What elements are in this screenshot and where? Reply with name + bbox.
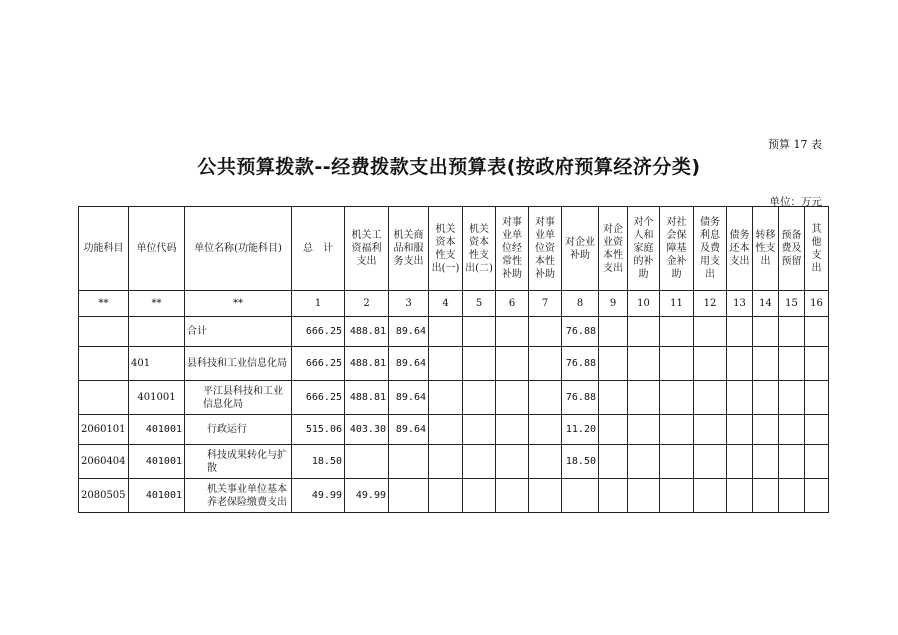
- table-row: [79, 347, 829, 381]
- col-unit-name: 单位名称(功能科目): [185, 207, 292, 291]
- cell-empty: [496, 381, 529, 415]
- cell-code: 401001: [129, 415, 185, 445]
- col-func-code: 功能科目: [79, 207, 129, 291]
- col-number: 12: [694, 291, 727, 317]
- cell-empty: [496, 347, 529, 381]
- cell-name: 行政运行: [185, 415, 292, 445]
- cell-empty: [529, 317, 562, 347]
- cell-c1: [345, 445, 389, 479]
- cell-empty: [727, 479, 753, 513]
- cell-total: 666.25: [292, 317, 345, 347]
- budget-table: [78, 206, 829, 513]
- col-number: 3: [389, 291, 429, 317]
- col-total: 总 计: [292, 207, 345, 291]
- col-c7: 对企业补助: [562, 207, 599, 291]
- cell-empty: [429, 381, 463, 415]
- cell-c2: [389, 479, 429, 513]
- cell-c2: 89.64: [389, 415, 429, 445]
- cell-empty: [628, 317, 660, 347]
- cell-empty: [753, 381, 779, 415]
- cell-empty: [529, 347, 562, 381]
- cell-empty: [529, 381, 562, 415]
- col-number: 5: [463, 291, 496, 317]
- cell-total: 666.25: [292, 347, 345, 381]
- cell-empty: [660, 415, 694, 445]
- col-number: 7: [529, 291, 562, 317]
- col-number: 1: [292, 291, 345, 317]
- cell-func: [79, 381, 129, 415]
- col-number: 11: [660, 291, 694, 317]
- col-number: 13: [727, 291, 753, 317]
- table-row: [79, 479, 829, 513]
- cell-func: [79, 317, 129, 347]
- cell-code: 401001: [129, 479, 185, 513]
- cell-empty: [805, 445, 829, 479]
- cell-empty: [805, 479, 829, 513]
- cell-name: 机关事业单位基本养老保险缴费支出: [185, 479, 292, 513]
- cell-empty: [628, 381, 660, 415]
- col-c15: 其他支出: [805, 207, 829, 291]
- cell-c7: 76.88: [562, 317, 599, 347]
- col-c9: 对个人和家庭的补助: [628, 207, 660, 291]
- col-c13: 转移性支出: [753, 207, 779, 291]
- cell-empty: [463, 445, 496, 479]
- cell-empty: [529, 415, 562, 445]
- cell-empty: [529, 479, 562, 513]
- cell-empty: [463, 415, 496, 445]
- cell-func: [79, 347, 129, 381]
- cell-empty: [496, 317, 529, 347]
- cell-name: 科技成果转化与扩散: [185, 445, 292, 479]
- col-c11: 债务利息及费用支出: [694, 207, 727, 291]
- cell-empty: [496, 445, 529, 479]
- cell-code: 401: [129, 347, 185, 381]
- col-number: 8: [562, 291, 599, 317]
- cell-empty: [694, 347, 727, 381]
- col-c4: 机关资本性支出(二): [463, 207, 496, 291]
- cell-empty: [429, 415, 463, 445]
- unit-label: 单位：万元: [769, 196, 822, 208]
- cell-empty: [727, 381, 753, 415]
- cell-empty: [753, 479, 779, 513]
- cell-empty: [727, 445, 753, 479]
- cell-code: 401001: [129, 445, 185, 479]
- cell-func: 2080505: [79, 479, 129, 513]
- page-title: 公共预算拨款--经费拨款支出预算表(按政府预算经济分类): [197, 156, 701, 178]
- cell-empty: [529, 445, 562, 479]
- cell-total: 18.50: [292, 445, 345, 479]
- cell-c7: 18.50: [562, 445, 599, 479]
- col-c8: 对企业资本性支出: [599, 207, 628, 291]
- cell-empty: [660, 347, 694, 381]
- cell-c1: 488.81: [345, 381, 389, 415]
- cell-code: [129, 317, 185, 347]
- cell-empty: [779, 347, 805, 381]
- col-number: 15: [779, 291, 805, 317]
- cell-c7: [562, 479, 599, 513]
- cell-empty: [694, 415, 727, 445]
- cell-empty: [753, 445, 779, 479]
- cell-empty: [753, 347, 779, 381]
- cell-empty: [660, 445, 694, 479]
- table-row: [79, 415, 829, 445]
- col-c1: 机关工资福利支出: [345, 207, 389, 291]
- cell-empty: [628, 479, 660, 513]
- cell-c1: 403.30: [345, 415, 389, 445]
- cell-empty: [463, 347, 496, 381]
- cell-c2: 89.64: [389, 317, 429, 347]
- cell-empty: [628, 445, 660, 479]
- cell-empty: [463, 479, 496, 513]
- cell-empty: [753, 415, 779, 445]
- cell-name: 平江县科技和工业信息化局: [185, 381, 292, 415]
- cell-c7: 11.20: [562, 415, 599, 445]
- cell-empty: [496, 479, 529, 513]
- cell-empty: [779, 445, 805, 479]
- col-number: 9: [599, 291, 628, 317]
- cell-empty: [463, 381, 496, 415]
- table-row: [79, 445, 829, 479]
- cell-c7: 76.88: [562, 381, 599, 415]
- col-number: **: [185, 291, 292, 317]
- cell-empty: [429, 479, 463, 513]
- cell-empty: [429, 317, 463, 347]
- cell-c1: 488.81: [345, 347, 389, 381]
- cell-empty: [599, 317, 628, 347]
- cell-c7: 76.88: [562, 347, 599, 381]
- cell-total: 515.06: [292, 415, 345, 445]
- cell-empty: [599, 445, 628, 479]
- col-number: 16: [805, 291, 829, 317]
- cell-code: 401001: [129, 381, 185, 415]
- cell-name: 合计: [185, 317, 292, 347]
- cell-empty: [727, 317, 753, 347]
- cell-empty: [599, 415, 628, 445]
- header-row: [79, 207, 829, 291]
- cell-empty: [727, 415, 753, 445]
- cell-empty: [727, 347, 753, 381]
- cell-total: 666.25: [292, 381, 345, 415]
- cell-empty: [805, 317, 829, 347]
- cell-empty: [694, 381, 727, 415]
- cell-empty: [429, 347, 463, 381]
- table-row: [79, 317, 829, 347]
- col-number: 4: [429, 291, 463, 317]
- cell-empty: [628, 347, 660, 381]
- cell-empty: [694, 479, 727, 513]
- form-number: 预算 17 表: [768, 138, 822, 151]
- cell-empty: [660, 317, 694, 347]
- col-number: 14: [753, 291, 779, 317]
- cell-empty: [753, 317, 779, 347]
- cell-empty: [779, 317, 805, 347]
- cell-name: 县科技和工业信息化局: [185, 347, 292, 381]
- cell-empty: [599, 381, 628, 415]
- cell-empty: [805, 415, 829, 445]
- col-unit-code: 单位代码: [129, 207, 185, 291]
- cell-empty: [496, 415, 529, 445]
- cell-empty: [805, 381, 829, 415]
- cell-func: 2060404: [79, 445, 129, 479]
- col-c5: 对事业单位经常性补助: [496, 207, 529, 291]
- cell-c2: 89.64: [389, 381, 429, 415]
- cell-empty: [694, 317, 727, 347]
- col-number: 2: [345, 291, 389, 317]
- col-number: 10: [628, 291, 660, 317]
- cell-empty: [660, 479, 694, 513]
- table-row: [79, 381, 829, 415]
- col-c3: 机关资本性支出(一): [429, 207, 463, 291]
- cell-empty: [599, 479, 628, 513]
- cell-empty: [805, 347, 829, 381]
- cell-empty: [429, 445, 463, 479]
- cell-total: 49.99: [292, 479, 345, 513]
- cell-empty: [779, 415, 805, 445]
- cell-func: 2060101: [79, 415, 129, 445]
- col-c10: 对社会保障基金补助: [660, 207, 694, 291]
- col-number: **: [79, 291, 129, 317]
- col-c14: 预备费及预留: [779, 207, 805, 291]
- cell-c1: 49.99: [345, 479, 389, 513]
- cell-empty: [694, 445, 727, 479]
- col-c12: 债务还本支出: [727, 207, 753, 291]
- column-number-row: [79, 291, 829, 317]
- col-number: 6: [496, 291, 529, 317]
- col-c6: 对事业单位资本性补助: [529, 207, 562, 291]
- col-c2: 机关商品和服务支出: [389, 207, 429, 291]
- cell-empty: [779, 381, 805, 415]
- cell-empty: [463, 317, 496, 347]
- cell-c1: 488.81: [345, 317, 389, 347]
- cell-empty: [628, 415, 660, 445]
- col-number: **: [129, 291, 185, 317]
- cell-c2: 89.64: [389, 347, 429, 381]
- cell-empty: [660, 381, 694, 415]
- cell-c2: [389, 445, 429, 479]
- cell-empty: [779, 479, 805, 513]
- cell-empty: [599, 347, 628, 381]
